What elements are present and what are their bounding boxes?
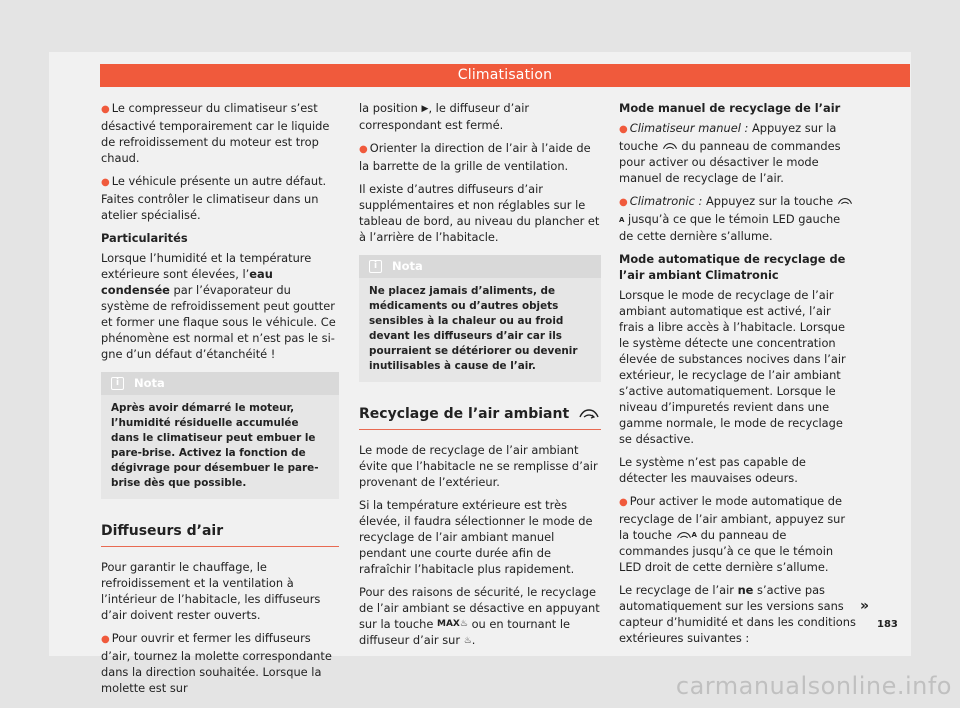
note-text: Ne placez jamais d’aliments, de médicaments ou d’autres objets sensibles à la chaleur ou au froid devant les diffuseurs d’air car ils pourraient se détériorer ou devenir inutilisables à cause de l’air. bbox=[369, 284, 578, 372]
paragraph: Lorsque l’humidité et la température extérieure sont élevées, l’eau condensée par l’évaporateur du système de refroidissement peut goutter et former une flaque sous le véhicule. Ce phénomène est normal et n’est pas le signe d’un défaut d’étanchéité ! bbox=[101, 251, 336, 361]
paragraph: Il existe d’autres diffuseurs d’air supplémentaires et non réglables sur le tableau de bord, au niveau du plancher et à l’arrière de l’habitacle. bbox=[359, 181, 600, 244]
page-title: Climatisation bbox=[100, 64, 910, 87]
list-item: ● Pour activer le mode automatique de recyclage de l’air ambiant, appuyez sur la touche A du panneau de commandes jusqu’à ce que le témoin LED droit de cette dernière s’allume. bbox=[619, 493, 846, 574]
list-item: ● Le véhicule présente un autre défaut. Faites contrôler le climatiseur dans un atelier spécialisé. bbox=[101, 174, 327, 222]
note-text: Après avoir démarré le moteur, l’humidité résiduelle accumulée dans le climatiseur peut embuer le pare-brise. Activez la fonction de dégivrage pour désembuer le pare-brise dès que possible. bbox=[111, 402, 319, 489]
air-recirculation-icon bbox=[578, 408, 600, 420]
bullet-icon: ● bbox=[359, 143, 368, 155]
page-number: 183 bbox=[877, 619, 898, 630]
list-item: ● Climatronic : Appuyez sur la touche A jusqu’à ce que le témoin LED gauche de cette dernière s’allume. bbox=[619, 193, 857, 244]
bullet-icon: ● bbox=[101, 104, 110, 115]
air-recirculation-icon bbox=[837, 197, 853, 206]
info-icon: i bbox=[111, 377, 124, 390]
paragraph: Le mode de recyclage de l’air ambiant évite que l’habitacle ne se remplisse d’air provenant de l’extérieur. bbox=[359, 442, 598, 489]
bullet-icon: ● bbox=[619, 496, 628, 508]
subheading-mode-automatique: Mode automatique de recyclage de l’air ambiant Climatronic bbox=[619, 251, 846, 282]
subheading-particularites: Particularités bbox=[101, 231, 188, 245]
bullet-icon: ● bbox=[619, 197, 628, 208]
subheading-mode-manuel: Mode manuel de recyclage de l’air bbox=[619, 101, 841, 115]
info-icon: i bbox=[369, 260, 382, 273]
auto-label: A bbox=[691, 531, 697, 539]
list-item: ● Orienter la direction de l’air à l’aide de la barrette de la grille de ventilation. bbox=[359, 140, 591, 173]
column-3 bbox=[619, 100, 857, 653]
paragraph: Le système n’est pas capable de détecter les mauvaises odeurs. bbox=[619, 454, 806, 485]
air-recirculation-icon bbox=[676, 531, 692, 540]
auto-label: A bbox=[619, 215, 625, 224]
bullet-icon: ● bbox=[101, 177, 110, 188]
note-header: i Nota bbox=[359, 255, 601, 278]
section-title-diffuseurs: Diffuseurs d’air bbox=[101, 523, 339, 547]
note-header: i Nota bbox=[101, 372, 339, 395]
section-title-recyclage: Recyclage de l’air ambiant bbox=[359, 406, 601, 430]
note-box bbox=[359, 255, 601, 382]
bullet-icon: ● bbox=[101, 634, 110, 645]
paragraph: Lorsque le mode de recyclage de l’air ambiant automatique est activé, l’air frais a libre accès à l’habitacle. Lorsque le système détecte une concentration élevée de substances nocives dans l’air extérieur, le recyclage de l’air ambiant s’active automatiquement. Lorsque le niveau d’impuretés revient dans une gamme normale, le mode de recyclage se désactive. bbox=[619, 287, 846, 446]
list-item: ● Pour ouvrir et fermer les diffuseurs d’air, tournez la molette correspondante dans la direction souhaitée. Lorsque la molette est sur bbox=[101, 631, 332, 695]
column-2 bbox=[359, 100, 601, 656]
column-1 bbox=[101, 100, 339, 703]
defrost-icon: ♨ bbox=[463, 635, 472, 646]
paragraph: la position ▶, le diffuseur d’air correspondant est fermé. bbox=[359, 101, 530, 132]
max-defrost-icon: MAX bbox=[437, 619, 460, 629]
paragraph: Si la température extérieure est très élevée, il faudra sélectionner le mode de recyclage de l’air ambiant manuel pendant une courte durée afin de rafraîchir l’habitacle plus rapidement. bbox=[359, 497, 593, 576]
paragraph: Pour garantir le chauffage, le refroidissement et la ventilation à l’intérieur de l’habitacle, les diffuseurs d’air doivent rester ouverts. bbox=[101, 560, 321, 622]
list-item: ● Climatiseur manuel : Appuyez sur la touche du panneau de commandes pour activer ou désactiver le mode manuel de recyclage de l’air. bbox=[619, 121, 841, 185]
bullet-icon: ● bbox=[619, 124, 628, 135]
defrost-icon: ♨ bbox=[459, 619, 468, 629]
closed-position-icon: ▶ bbox=[421, 103, 429, 114]
continue-arrow: » bbox=[860, 598, 870, 614]
air-recirculation-icon bbox=[662, 142, 678, 151]
watermark: carmanualsonline.info bbox=[675, 672, 952, 700]
paragraph: Le recyclage de l’air ne s’active pas automatiquement sur les versions sans capteur d’humidité et dans les conditions extérieures suivantes : bbox=[619, 583, 856, 645]
note-box bbox=[101, 372, 339, 499]
list-item: ● Le compresseur du climatiseur s’est désactivé temporairement car le liquide de refroidissement du moteur est trop chaud. bbox=[101, 101, 330, 165]
paragraph: Pour des raisons de sécurité, le recyclage de l’air ambiant se désactive en appuyant sur la touche MAX♨ ou en tournant le diffuseur d’air sur ♨. bbox=[359, 584, 600, 647]
